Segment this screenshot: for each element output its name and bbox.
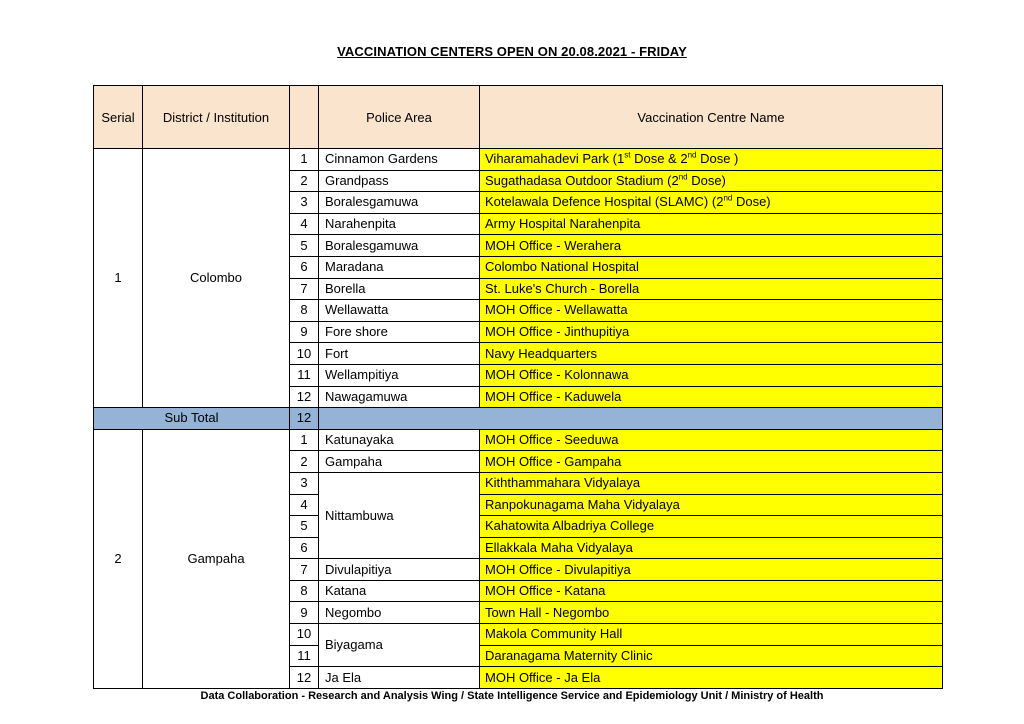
subtotal-value: 12 (290, 408, 319, 430)
row-number: 3 (290, 472, 319, 494)
ordinal-suffix: nd (723, 194, 733, 204)
table-row (94, 429, 943, 451)
centre-cell: Town Hall - Negombo (480, 602, 943, 624)
row-number: 10 (290, 624, 319, 646)
police-area-cell: Wellawatta (319, 300, 480, 322)
row-number: 11 (290, 645, 319, 667)
row-number: 6 (290, 537, 319, 559)
police-area-cell: Ja Ela (319, 667, 480, 689)
row-number: 1 (290, 149, 319, 171)
centre-text: Kotelawala Defence Hospital (SLAMC) (2 (485, 194, 724, 210)
police-area-cell: Narahenpita (319, 213, 480, 235)
row-number: 12 (290, 667, 319, 689)
centre-text: Dose) (687, 172, 726, 188)
centre-cell: Makola Community Hall (480, 624, 943, 646)
row-number: 7 (290, 278, 319, 300)
row-number: 9 (290, 602, 319, 624)
centre-cell: Daranagama Maternity Clinic (480, 645, 943, 667)
police-area-cell: Divulapitiya (319, 559, 480, 581)
police-area-cell: Cinnamon Gardens (319, 149, 480, 171)
row-number: 1 (290, 429, 319, 451)
police-area-cell: Nawagamuwa (319, 386, 480, 408)
police-area-cell: Wellampitiya (319, 364, 480, 386)
centre-cell: Ellakkala Maha Vidyalaya (480, 537, 943, 559)
police-area-cell: Katana (319, 580, 480, 602)
centre-cell: MOH Office - Divulapitiya (480, 559, 943, 581)
centre-cell: MOH Office - Kaduwela (480, 386, 943, 408)
serial-cell: 2 (94, 429, 143, 688)
centre-text: Sugathadasa Outdoor Stadium (2 (485, 172, 679, 188)
centre-cell: Kahatowita Albadriya College (480, 516, 943, 538)
centre-text: Dose & 2 (630, 151, 688, 167)
row-number: 11 (290, 364, 319, 386)
row-number: 4 (290, 494, 319, 516)
centre-cell: MOH Office - Katana (480, 580, 943, 602)
row-number: 4 (290, 213, 319, 235)
header-serial: Serial (94, 86, 143, 149)
row-number: 7 (290, 559, 319, 581)
centre-cell: MOH Office - Ja Ela (480, 667, 943, 689)
police-area-cell: Katunayaka (319, 429, 480, 451)
centre-cell: MOH Office - Jinthupitiya (480, 321, 943, 343)
police-area-cell: Fort (319, 343, 480, 365)
row-number: 2 (290, 451, 319, 473)
row-number: 5 (290, 235, 319, 257)
row-number: 9 (290, 321, 319, 343)
subtotal-empty (319, 408, 943, 430)
row-number: 12 (290, 386, 319, 408)
centre-cell: MOH Office - Seeduwa (480, 429, 943, 451)
row-number: 5 (290, 516, 319, 538)
centre-cell: MOH Office - Gampaha (480, 451, 943, 473)
centre-cell (480, 192, 943, 214)
row-number: 6 (290, 256, 319, 278)
centre-cell: MOH Office - Wellawatta (480, 300, 943, 322)
police-area-cell: Borella (319, 278, 480, 300)
police-area-cell: Nittambuwa (319, 472, 480, 558)
centre-text: Viharamahadevi Park (1 (485, 151, 625, 167)
centre-cell: MOH Office - Werahera (480, 235, 943, 257)
centre-cell: MOH Office - Kolonnawa (480, 364, 943, 386)
ordinal-suffix: nd (678, 172, 688, 182)
district-cell: Gampaha (143, 429, 290, 688)
centre-cell: St. Luke's Church - Borella (480, 278, 943, 300)
header-police-area: Police Area (319, 86, 480, 149)
police-area-cell: Grandpass (319, 170, 480, 192)
centre-cell (480, 170, 943, 192)
district-cell: Colombo (143, 149, 290, 408)
row-number: 10 (290, 343, 319, 365)
centre-cell: Kiththammahara Vidyalaya (480, 472, 943, 494)
page-title: VACCINATION CENTERS OPEN ON 20.08.2021 - FRIDAY (337, 44, 687, 59)
police-area-cell: Negombo (319, 602, 480, 624)
table-header-row (94, 86, 943, 149)
ordinal-suffix: st (624, 150, 631, 160)
centre-cell: Ranpokunagama Maha Vidyalaya (480, 494, 943, 516)
centre-cell: Army Hospital Narahenpita (480, 213, 943, 235)
police-area-cell: Boralesgamuwa (319, 235, 480, 257)
row-number: 8 (290, 300, 319, 322)
centre-cell (480, 149, 943, 171)
footer-credit: Data Collaboration - Research and Analysis Wing / State Intelligence Service and Epidemiology Unit / Ministry of Health (200, 690, 824, 702)
subtotal-row (94, 408, 943, 430)
police-area-cell: Gampaha (319, 451, 480, 473)
police-area-cell: Fore shore (319, 321, 480, 343)
vaccination-centers-table (93, 85, 943, 689)
police-area-cell: Maradana (319, 256, 480, 278)
centre-cell: Navy Headquarters (480, 343, 943, 365)
centre-text: Dose) (732, 194, 771, 210)
header-district: District / Institution (143, 86, 290, 149)
row-number: 3 (290, 192, 319, 214)
serial-cell: 1 (94, 149, 143, 408)
header-centre-name: Vaccination Centre Name (480, 86, 943, 149)
table-row (94, 149, 943, 171)
row-number: 2 (290, 170, 319, 192)
centre-text: Dose ) (696, 151, 739, 167)
ordinal-suffix: nd (687, 150, 697, 160)
header-blank (290, 86, 319, 149)
subtotal-label: Sub Total (94, 408, 290, 430)
police-area-cell: Boralesgamuwa (319, 192, 480, 214)
centre-cell: Colombo National Hospital (480, 256, 943, 278)
police-area-cell: Biyagama (319, 624, 480, 667)
row-number: 8 (290, 580, 319, 602)
